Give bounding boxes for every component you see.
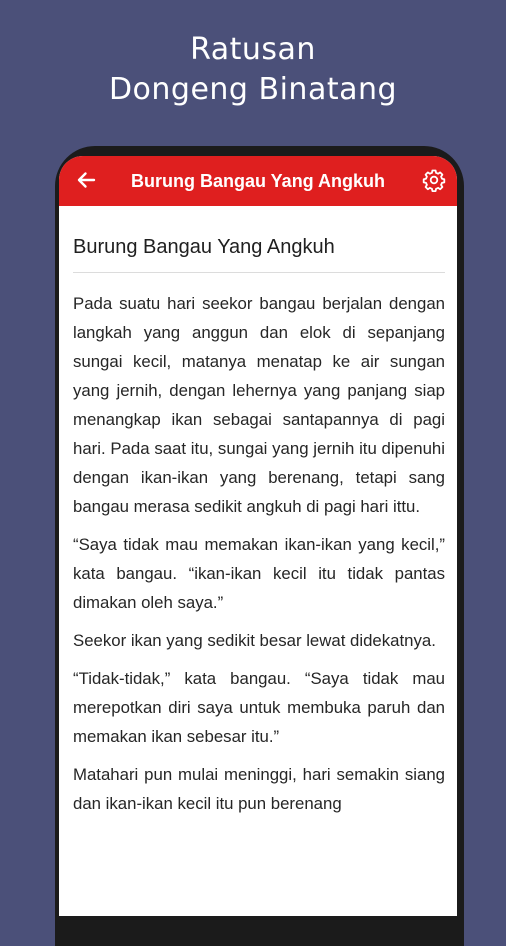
story-paragraph: Pada suatu hari seekor bangau berjalan dengan langkah yang anggun dan elok di sepanjang sungai kecil, matanya menatap ke air sungan yang jernih, dengan lehernya yang panjang siap menangkap ikan sebagai santapannya di pagi hari. Pada saat itu, sungai yang jernih itu dipenuhi dengan ikan-ikan yang berenang, tetapi sang bangau merasa sedikit angkuh di pagi hari ittu. [73, 294, 445, 516]
story-title: Burung Bangau Yang Angkuh [73, 234, 445, 273]
app-bar [59, 156, 457, 206]
story-paragraph: “Tidak-tidak,” kata bangau. “Saya tidak mau merepotkan diri saya untuk membuka paruh dan memakan ikan sebesar itu.” [73, 669, 445, 746]
gear-icon [422, 168, 446, 192]
arrow-left-icon [76, 170, 96, 190]
app-bar-title: Burung Bangau Yang Angkuh [131, 171, 386, 191]
promo-title-line-1: Ratusan [190, 32, 316, 67]
promo-title-line-2: Dongeng Binatang [108, 72, 398, 107]
promo-title [0, 30, 506, 110]
story-content[interactable] [73, 234, 445, 827]
story-paragraph: “Saya tidak mau memakan ikan-ikan yang kecil,” kata bangau. “ikan-ikan kecil itu tidak pantas dimakan oleh saya.” [73, 535, 445, 612]
story-paragraph: Seekor ikan yang sedikit besar lewat didekatnya. [73, 631, 436, 650]
story-body [73, 289, 445, 818]
phone-screen [59, 156, 457, 916]
back-button[interactable] [73, 167, 99, 193]
story-paragraph: Matahari pun mulai meninggi, hari semakin siang dan ikan-ikan kecil itu pun berenang [73, 765, 445, 813]
settings-button[interactable] [421, 167, 447, 193]
